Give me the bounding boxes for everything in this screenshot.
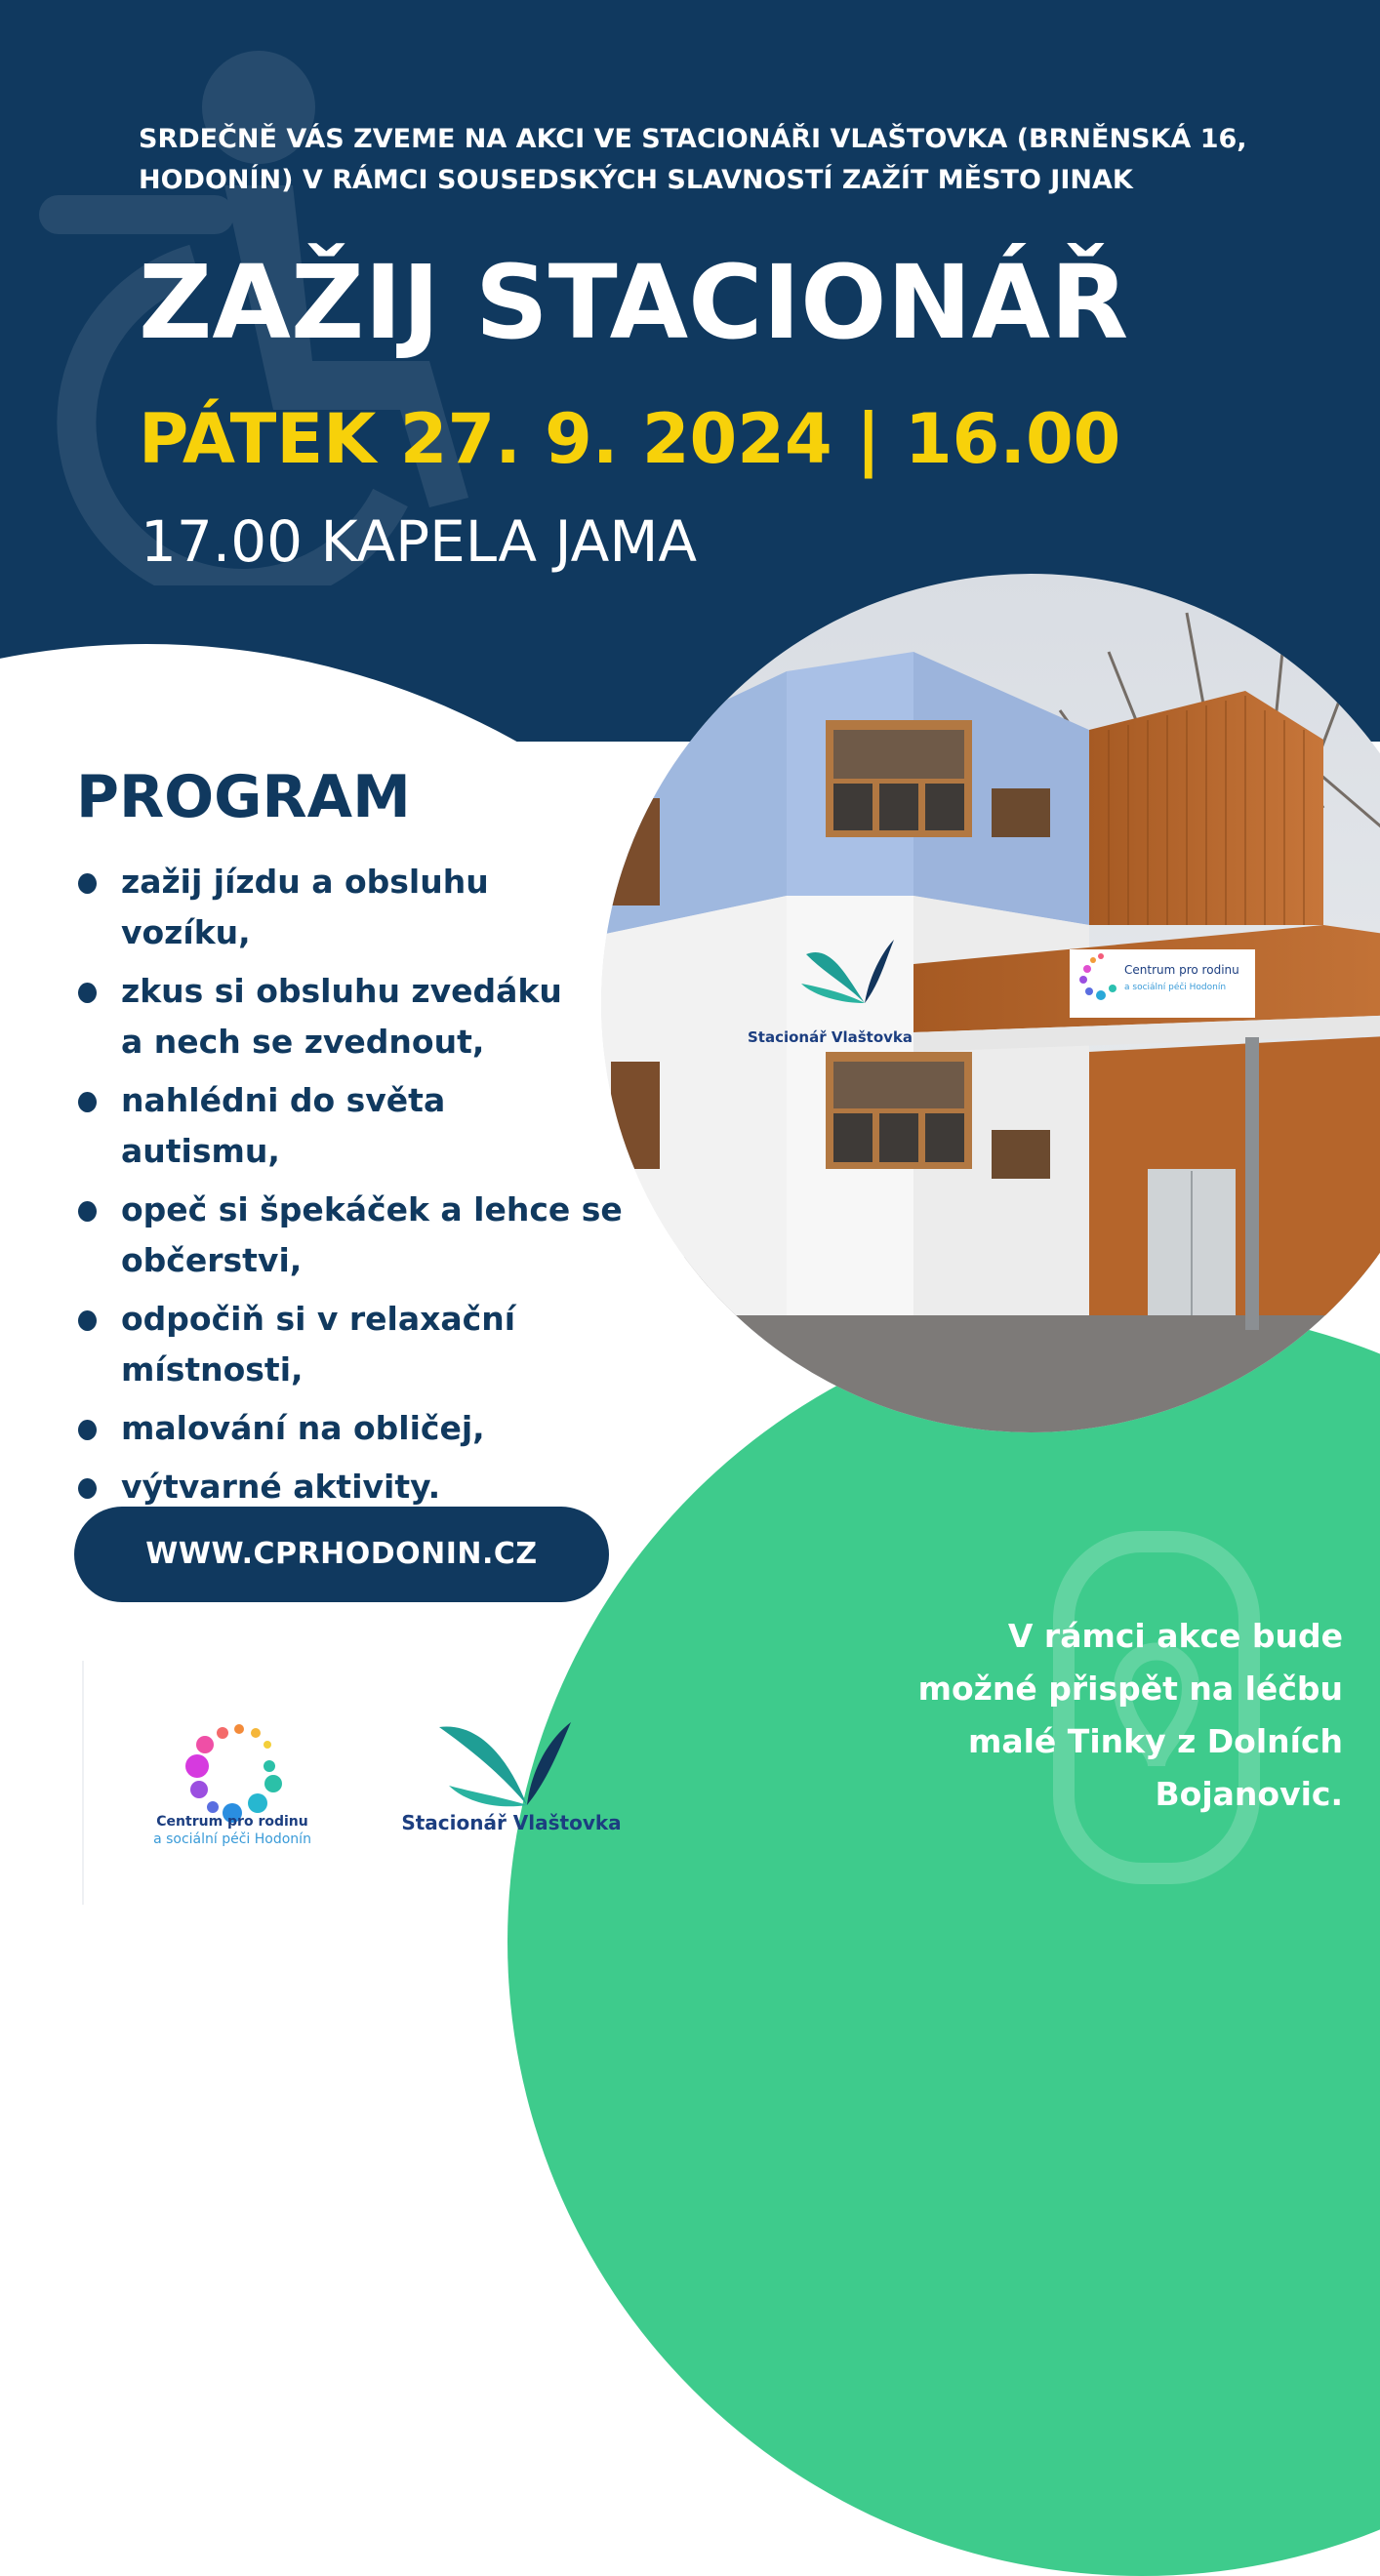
bullet-dot-icon	[78, 1201, 97, 1222]
program-item-line2: autismu,	[121, 1132, 280, 1170]
program-item	[76, 1403, 623, 1454]
program-item-line1: zažij jízdu a obsluhu vozíku,	[121, 863, 489, 951]
program-item	[76, 1185, 623, 1286]
program-list	[76, 857, 623, 1520]
donation-note	[878, 1610, 1343, 1821]
event-title: ZAŽIJ STACIONÁŘ	[139, 243, 1129, 362]
program-item	[76, 1294, 623, 1395]
cpr-logo-line2: a sociální péči Hodonín	[153, 1831, 311, 1847]
program-item-line1: zkus si obsluhu zvedáku	[121, 972, 562, 1010]
sign-cpr-line2: a sociální péči Hodonín	[1124, 983, 1227, 992]
logo-divider	[82, 1661, 84, 1905]
invitation-text: SRDEČNĚ VÁS ZVEME NA AKCI VE STACIONÁŘI VLAŠTOVKA (BRNĚNSKÁ 16, HODONÍN) V RÁMCI SOUSEDSKÝCH SLAVNOSTÍ ZAŽÍT MĚSTO JINAK	[139, 124, 1247, 195]
program-item-line1: nahlédni do světa	[121, 1081, 446, 1119]
donation-line: malé Tinky z Dolních	[967, 1722, 1343, 1760]
bullet-dot-icon	[78, 983, 97, 1003]
program-item-line2: občerstvi,	[121, 1241, 303, 1279]
program-item-line1: malování na obličej,	[121, 1409, 485, 1447]
program-item	[76, 966, 623, 1067]
cpr-logo-line1: Centrum pro rodinu	[156, 1814, 308, 1830]
program-item	[76, 857, 623, 958]
facade-sign-stacionar: Stacionář Vlaštovka	[748, 1028, 913, 1046]
band-performance: 17.00 KAPELA JAMA	[141, 508, 698, 575]
stacionar-logo-text: Stacionář Vlaštovka	[401, 1811, 622, 1834]
program-item-line2: místnosti,	[121, 1350, 304, 1389]
sign-cpr-line1: Centrum pro rodinu	[1124, 963, 1239, 977]
bullet-dot-icon	[78, 1478, 97, 1499]
program-item	[76, 1462, 623, 1512]
program-item-line1: opeč si špekáček a lehce se	[121, 1190, 623, 1228]
donation-line: možné přispět na léčbu	[917, 1670, 1343, 1708]
website-button[interactable]: WWW.CPRHODONIN.CZ	[74, 1507, 609, 1602]
program-item	[76, 1075, 623, 1177]
bullet-dot-icon	[78, 1420, 97, 1440]
program-item-line1: odpočiň si v relaxační	[121, 1300, 516, 1338]
cpr-logo-text	[117, 1813, 347, 1848]
donation-line: V rámci akce bude	[1007, 1617, 1343, 1655]
donation-line: Bojanovic.	[1155, 1775, 1343, 1813]
bullet-dot-icon	[78, 1092, 97, 1112]
bullet-dot-icon	[78, 1310, 97, 1331]
event-date-time: PÁTEK 27. 9. 2024 | 16.00	[139, 399, 1121, 479]
bullet-dot-icon	[78, 873, 97, 894]
program-item-line2: a nech se zvednout,	[121, 1023, 485, 1061]
program-heading: PROGRAM	[76, 763, 411, 831]
program-item-line1: výtvarné aktivity.	[121, 1468, 441, 1506]
